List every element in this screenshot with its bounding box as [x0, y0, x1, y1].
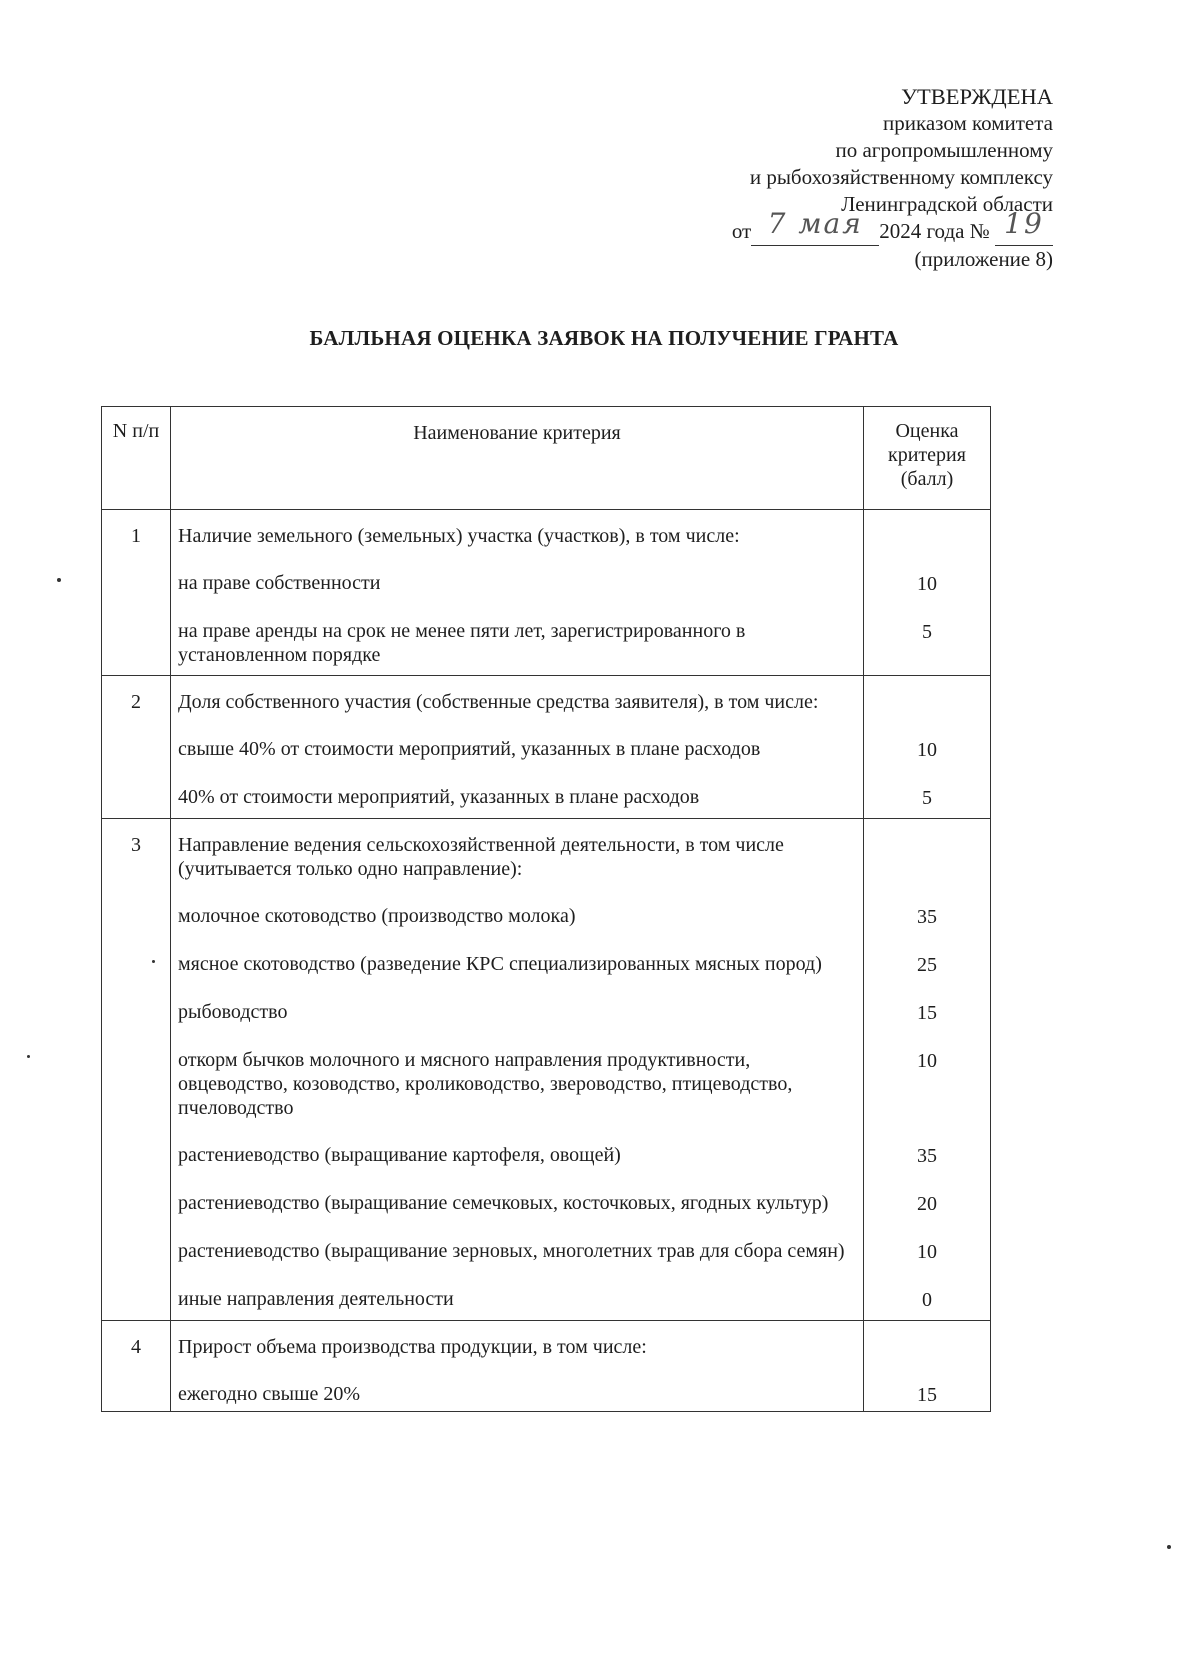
criterion-name: мясное скотоводство (разведение КРС специализированных мясных пород)	[171, 952, 864, 1000]
header-num: N п/п	[102, 407, 171, 510]
approval-line: и рыбохозяйственному комплексу	[749, 165, 1053, 189]
section-number	[102, 1382, 171, 1412]
criterion-score: 10	[864, 1048, 991, 1143]
approval-line: приказом комитета	[882, 111, 1053, 135]
section-number	[102, 619, 171, 676]
criterion-row	[102, 1382, 991, 1412]
criterion-row	[102, 785, 991, 819]
handwritten-date: 7 мая	[767, 207, 863, 240]
approval-heading: УТВЕРЖДЕНА	[901, 84, 1053, 109]
section-title-row	[102, 1321, 991, 1383]
criterion-score: 35	[864, 904, 991, 952]
criterion-name: рыбоводство	[171, 1000, 864, 1048]
criterion-name: свыше 40% от стоимости мероприятий, указанных в плане расходов	[171, 737, 864, 785]
section-number	[102, 952, 171, 1000]
criterion-score	[864, 819, 991, 905]
section-number	[102, 1000, 171, 1048]
criterion-score: 10	[864, 737, 991, 785]
section-title-row	[102, 510, 991, 572]
section-number: 1	[102, 510, 171, 572]
criterion-row	[102, 952, 991, 1000]
criterion-name: растениеводство (выращивание семечковых, косточковых, ягодных культур)	[171, 1191, 864, 1239]
section-title: Доля собственного участия (собственные средства заявителя), в том числе:	[171, 676, 864, 738]
criterion-name: 40% от стоимости мероприятий, указанных в плане расходов	[171, 785, 864, 819]
approval-date-line	[493, 207, 1053, 246]
criterion-score	[864, 1321, 991, 1383]
section-number	[102, 904, 171, 952]
date-prefix: от	[731, 219, 752, 243]
date-field	[751, 207, 879, 246]
header-name: Наименование критерия	[171, 407, 864, 510]
criterion-score: 15	[864, 1000, 991, 1048]
approval-block	[493, 83, 1053, 273]
section-number	[102, 1143, 171, 1191]
approval-line: Ленинградской области	[841, 192, 1053, 216]
scan-speck	[57, 578, 61, 582]
criterion-score: 15	[864, 1382, 991, 1412]
criterion-score: 10	[864, 571, 991, 619]
criterion-score: 35	[864, 1143, 991, 1191]
section-number	[102, 1287, 171, 1321]
criterion-row	[102, 1000, 991, 1048]
number-field	[995, 207, 1053, 246]
criterion-score: 5	[864, 785, 991, 819]
section-title: Наличие земельного (земельных) участка (участков), в том числе:	[171, 510, 864, 572]
criteria-table	[101, 406, 991, 1412]
section-number: 4	[102, 1321, 171, 1383]
criterion-score: 25	[864, 952, 991, 1000]
criterion-score: 5	[864, 619, 991, 676]
criterion-name: откорм бычков молочного и мясного направления продуктивности, овцеводство, козоводство, кролиководство, звероводство, птицеводство, пчеловодство	[171, 1048, 864, 1143]
scan-speck	[27, 1055, 30, 1058]
criterion-name: растениеводство (выращивание зерновых, многолетних трав для сбора семян)	[171, 1239, 864, 1287]
document-title: БАЛЛЬНАЯ ОЦЕНКА ЗАЯВОК НА ПОЛУЧЕНИЕ ГРАНТА	[309, 326, 899, 350]
criterion-name: на праве собственности	[171, 571, 864, 619]
section-title: Направление ведения сельскохозяйственной деятельности, в том числе (учитывается только одно направление):	[171, 819, 864, 905]
criterion-name: на праве аренды на срок не менее пяти лет, зарегистрированного в установленном порядке	[171, 619, 864, 676]
handwritten-number: 19	[1004, 207, 1044, 240]
table-header-row	[102, 407, 991, 510]
section-title-row	[102, 819, 991, 905]
criterion-score	[864, 676, 991, 738]
approval-line: по агропромышленному	[835, 138, 1053, 162]
section-number	[102, 571, 171, 619]
section-number	[102, 737, 171, 785]
criterion-row	[102, 1143, 991, 1191]
criterion-score: 0	[864, 1287, 991, 1321]
header-score: Оценка критерия (балл)	[864, 407, 991, 510]
criterion-name: ежегодно свыше 20%	[171, 1382, 864, 1412]
appendix-label: (приложение 8)	[914, 247, 1053, 271]
criterion-row	[102, 737, 991, 785]
section-title: Прирост объема производства продукции, в том числе:	[171, 1321, 864, 1383]
section-number: 3	[102, 819, 171, 905]
criterion-name: растениеводство (выращивание картофеля, овощей)	[171, 1143, 864, 1191]
criterion-score	[864, 510, 991, 572]
criterion-row	[102, 619, 991, 676]
section-number	[102, 1239, 171, 1287]
scan-speck	[152, 960, 155, 963]
criterion-row	[102, 1048, 991, 1143]
section-number: 2	[102, 676, 171, 738]
criterion-row	[102, 571, 991, 619]
criterion-score: 20	[864, 1191, 991, 1239]
section-number	[102, 1191, 171, 1239]
year-text: 2024 года №	[879, 219, 990, 243]
section-number	[102, 785, 171, 819]
scan-speck	[1167, 1545, 1171, 1549]
criterion-row	[102, 1191, 991, 1239]
criterion-row	[102, 904, 991, 952]
criterion-name: иные направления деятельности	[171, 1287, 864, 1321]
criterion-score: 10	[864, 1239, 991, 1287]
section-number	[102, 1048, 171, 1143]
criterion-row	[102, 1287, 991, 1321]
section-title-row	[102, 676, 991, 738]
criterion-name: молочное скотоводство (производство молока)	[171, 904, 864, 952]
criterion-row	[102, 1239, 991, 1287]
